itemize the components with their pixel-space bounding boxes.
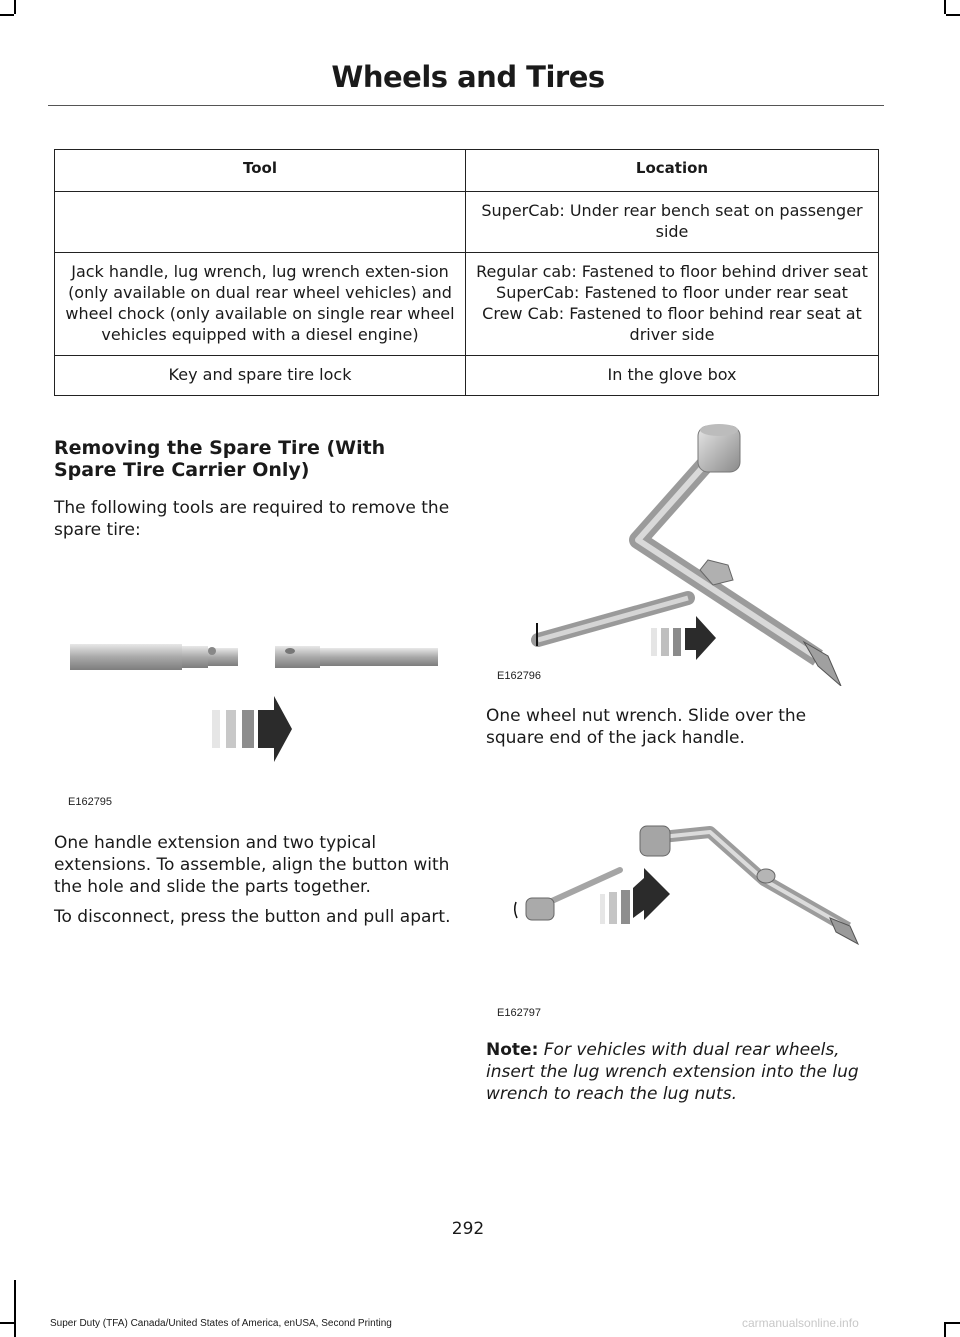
crop-mark [0, 14, 14, 16]
page-header-title: Wheels and Tires [331, 60, 605, 94]
table-row [55, 356, 879, 396]
crop-mark [946, 14, 960, 16]
crop-mark [944, 0, 946, 14]
figure-code: E162797 [497, 1007, 542, 1019]
table-header-row [55, 150, 879, 192]
table-row [55, 253, 879, 356]
wrench-caption: One wheel nut wrench. Slide over the square end of the jack handle. [486, 706, 807, 748]
table-cell-tool [55, 192, 466, 253]
table-row [55, 192, 879, 253]
table-cell-location [466, 356, 879, 396]
crop-mark [946, 1322, 960, 1324]
crop-mark [14, 0, 16, 14]
intro-paragraph: The following tools are required to remove the spare tire: [54, 498, 450, 540]
table-cell-location [466, 192, 879, 253]
extension-caption: One handle extension and two typical extensions. To assemble, align the button with the hole and slide the parts together. [54, 833, 450, 897]
location-line: SuperCab: Fastened to floor under rear seat [496, 283, 848, 302]
table-cell-tool: Key and spare tire lock [55, 356, 466, 396]
tools-table [54, 149, 879, 396]
location-line: Crew Cab: Fastened to floor behind rear seat at driver side [482, 304, 862, 344]
figure-code: E162795 [68, 796, 113, 808]
section-title: Removing the Spare Tire (With Spare Tire Carrier Only) [54, 437, 386, 481]
crop-mark [944, 1322, 946, 1337]
footer-text: Super Duty (TFA) Canada/United States of America, enUSA, Second Printing [50, 1318, 392, 1329]
figure-code: E162796 [497, 670, 542, 682]
crop-mark [14, 1280, 16, 1337]
watermark: carmanualsonline.info [742, 1316, 859, 1330]
header-rule [48, 105, 884, 106]
location-line: SuperCab: Under rear bench seat on passenger side [481, 201, 863, 241]
page-number: 292 [451, 1219, 485, 1239]
note-text: For vehicles with dual rear wheels, insert the lug wrench extension into the lug wrench to reach the lug nuts. [486, 1040, 859, 1104]
lug-wrench-extension-illustration [512, 818, 862, 950]
crop-mark [0, 1322, 14, 1324]
location-line: Regular cab: Fastened to floor behind driver seat [476, 262, 868, 281]
wheel-nut-wrench-illustration [528, 420, 846, 686]
column-header-tool: Tool [55, 150, 466, 192]
note-label: Note: [486, 1040, 539, 1060]
table-cell-location [466, 253, 879, 356]
location-line: In the glove box [607, 365, 737, 384]
extension-bars-illustration [62, 620, 452, 770]
table-cell-tool: Jack handle, lug wrench, lug wrench exten-sion (only available on dual rear wheel vehicles) and wheel chock (only available on single rear wheel vehicles equipped with a diesel engine) [55, 253, 466, 356]
disconnect-paragraph: To disconnect, press the button and pull apart. [54, 907, 451, 927]
note-paragraph [486, 1039, 878, 1105]
column-header-location: Location [466, 150, 879, 192]
